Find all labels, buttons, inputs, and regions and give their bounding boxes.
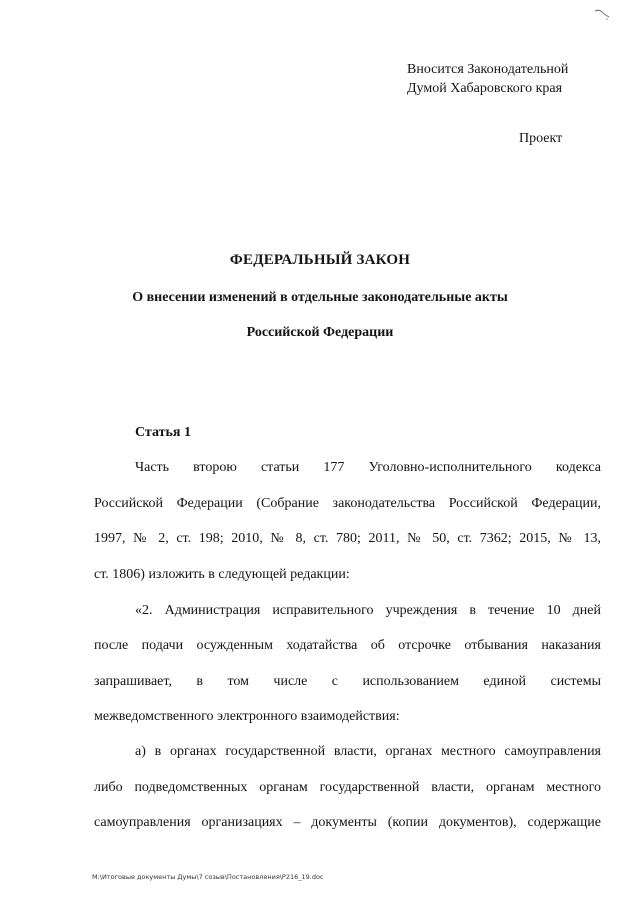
body-line: межведомственного электронного взаимодействия: (94, 709, 400, 724)
body-line: запрашивает, в том числе с использованием единой системы (94, 674, 601, 689)
body-line: либо подведомственных органам государственной власти, органам местного (94, 780, 601, 795)
draft-label: Проект (519, 131, 563, 146)
scan-mark-icon (594, 8, 610, 20)
submitter-line-1: Вносится Законодательной (407, 62, 569, 77)
body-line: после подачи осужденным ходатайства об отсрочке отбывания наказания (94, 638, 601, 653)
body-line: Часть второю статьи 177 Уголовно-исполнительного кодекса (135, 460, 601, 475)
body-line: а) в органах государственной власти, органах местного самоуправления (135, 744, 601, 759)
law-title: ФЕДЕРАЛЬНЫЙ ЗАКОН (229, 252, 411, 268)
body-line: «2. Администрация исправительного учреждения в течение 10 дней (135, 603, 601, 618)
file-path-footer: M:\Итоговые документы Думы\7 созыв\Постановления\P216_19.doc (92, 873, 324, 881)
submitter-line-2: Думой Хабаровского края (407, 81, 563, 96)
body-line: Российской Федерации (Собрание законодательства Российской Федерации, (94, 496, 601, 511)
body-line: самоуправления организациях – документы (копии документов), содержащие (94, 815, 601, 830)
body-line: ст. 1806) изложить в следующей редакции: (94, 567, 350, 582)
law-subtitle-line-1: О внесении изменений в отдельные законодательные акты (132, 290, 508, 305)
law-subtitle-line-2: Российской Федерации (246, 325, 394, 340)
body-line: 1997, № 2, ст. 198; 2010, № 8, ст. 780; 2011, № 50, ст. 7362; 2015, № 13, (94, 531, 601, 546)
article-heading: Статья 1 (135, 425, 191, 440)
submitter-block (407, 60, 568, 98)
